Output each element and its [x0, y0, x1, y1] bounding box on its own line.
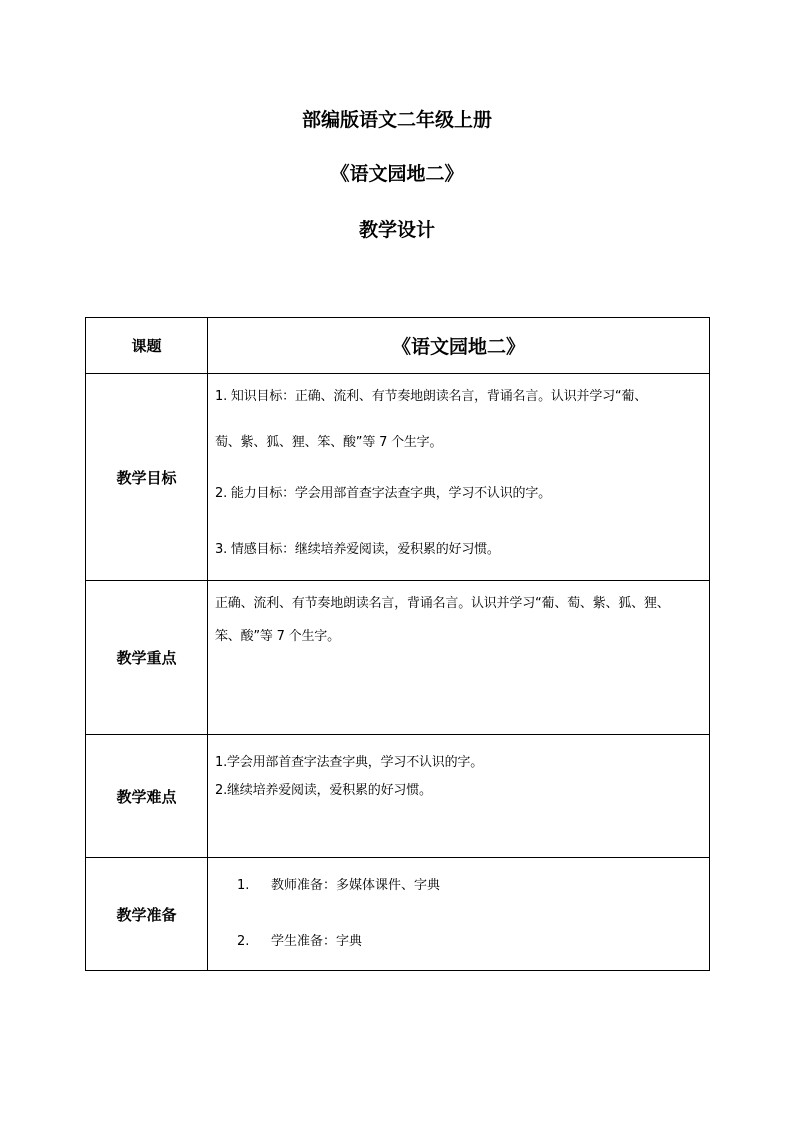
key-points-line-1: 正确、流利、有节奏地朗读名言，背诵名言。认识并学习“葡、萄、紫、狐、狸、 [215, 596, 670, 611]
table-row-topic [86, 318, 710, 374]
key-points-line-2: 笨、酸”等 7 个生字。 [215, 629, 340, 644]
topic-value: 《语文园地二》 [208, 318, 710, 374]
document-title-line-1: 部编版语文二年级上册 [301, 109, 492, 131]
objectives-line-4: 3. 情感目标：继续培养爱阅读，爱积累的好习惯。 [215, 542, 500, 557]
difficulties-content: 1.学会用部首查字法查字典，学习不认识的字。 2.继续培养爱阅读，爱积累的好习惯。 [208, 735, 710, 858]
preparation-content [208, 858, 710, 971]
key-points-content [208, 581, 710, 735]
list-item [215, 858, 701, 914]
preparation-list [215, 858, 701, 970]
list-item-number: 2. [237, 934, 250, 949]
objectives-line-3: 2. 能力目标：学会用部首查字法查字典，学习不认识的字。 [215, 486, 551, 501]
document-title-line-3: 教学设计 [358, 219, 435, 241]
difficulties-label: 教学难点 [86, 735, 208, 858]
table-row-objectives [86, 374, 710, 581]
topic-label: 课题 [86, 318, 208, 374]
table-row-preparation [86, 858, 710, 971]
list-item-number: 1. [237, 878, 250, 893]
preparation-label: 教学准备 [86, 858, 208, 971]
lesson-design-table [85, 317, 710, 971]
objectives-content [208, 374, 710, 581]
objectives-line-2: 萄、紫、狐、狸、笨、酸”等 7 个生字。 [215, 435, 443, 450]
list-item-text: 教师准备：多媒体课件、字典 [271, 878, 441, 893]
list-item-text: 学生准备：字典 [271, 934, 363, 949]
objectives-label: 教学目标 [86, 374, 208, 581]
list-item [215, 914, 701, 970]
key-points-label: 教学重点 [86, 581, 208, 735]
table-row-difficulties [86, 735, 710, 858]
objectives-line-1: 1. 知识目标：正确、流利、有节奏地朗读名言，背诵名言。认识并学习“葡、 [215, 389, 648, 404]
table-row-key-points [86, 581, 710, 735]
document-title-line-2: 《语文园地二》 [330, 163, 464, 185]
difficulties-line-1: 1.学会用部首查字法查字典，学习不认识的字。 [215, 755, 484, 770]
